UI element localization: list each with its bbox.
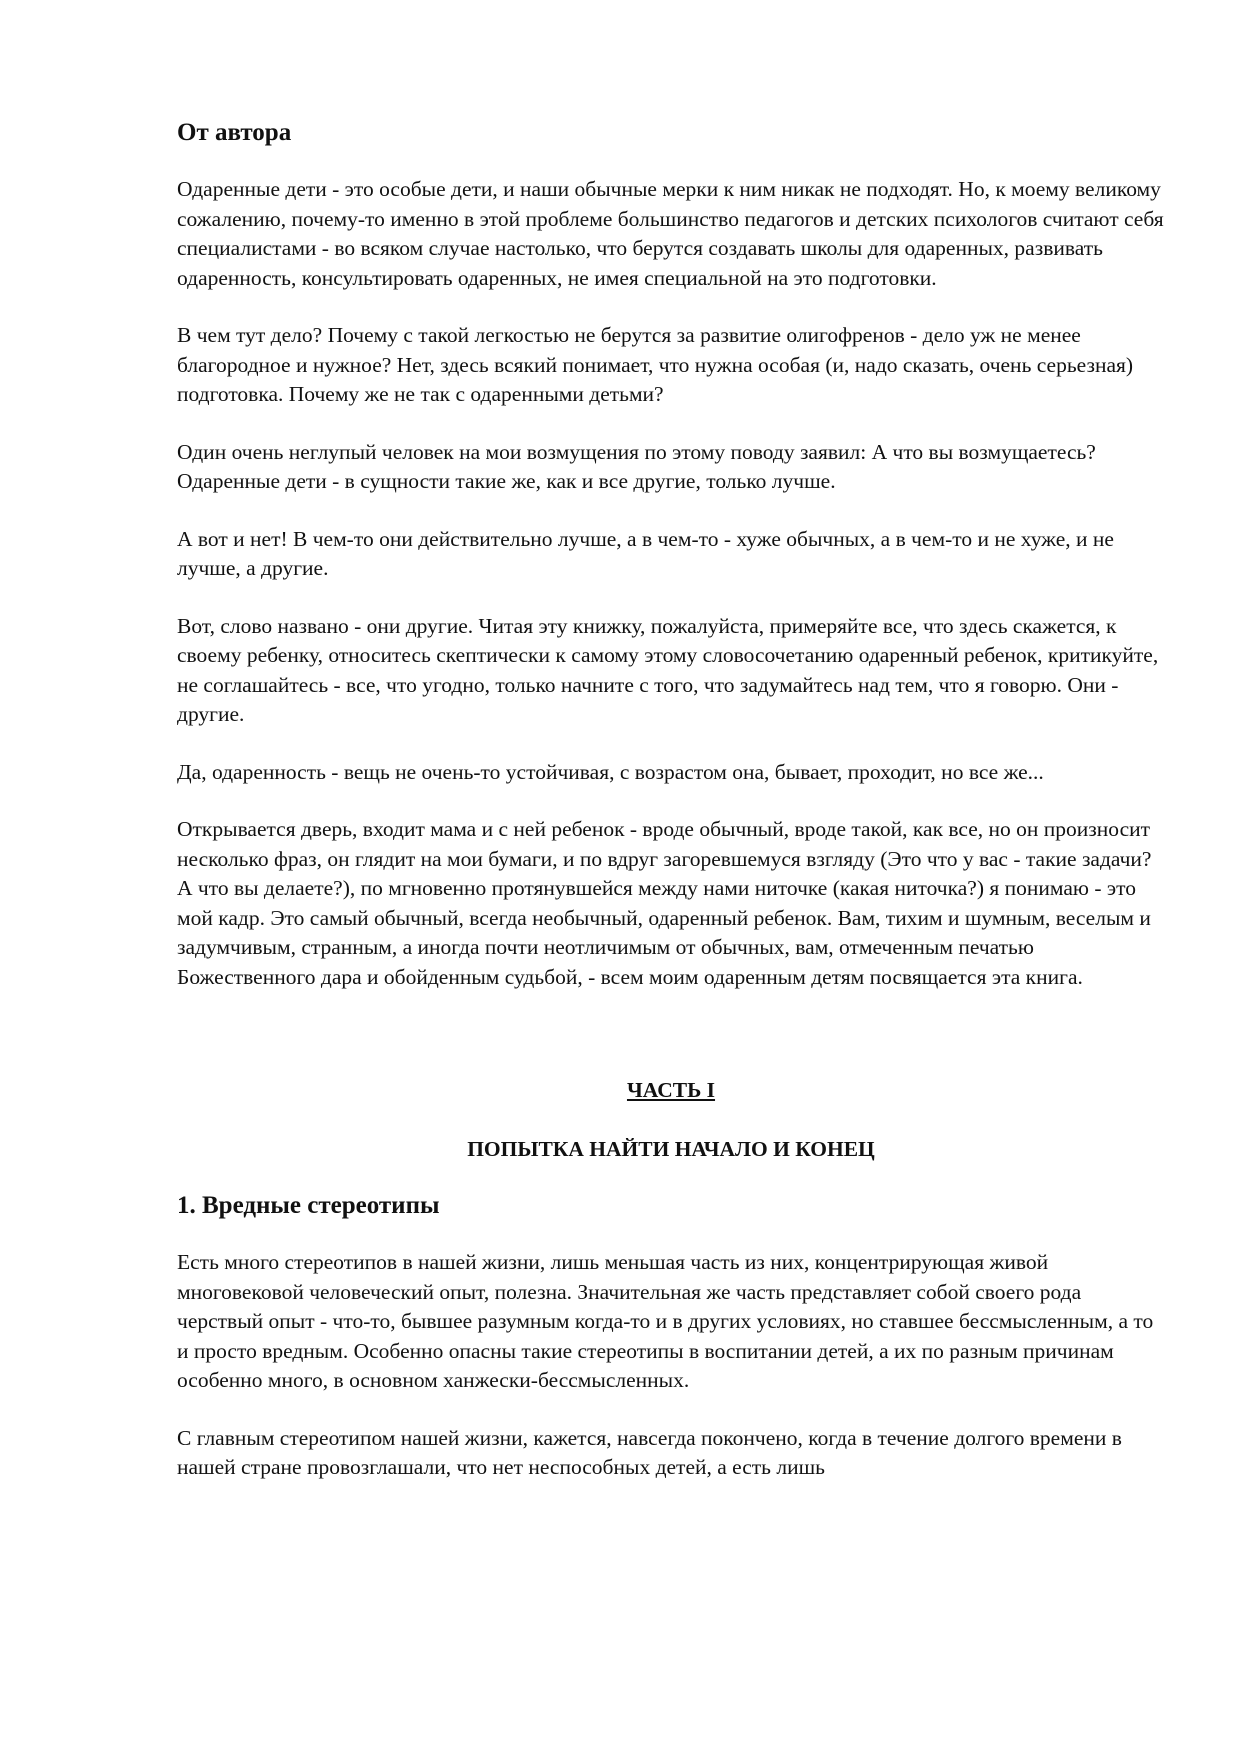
document-page (177, 118, 1165, 1483)
author-note-paragraph: Да, одаренность - вещь не очень-то устойчивая, с возрастом она, бывает, проходит, но все же... (177, 759, 1044, 784)
chapter-title: 1. Вредные стереотипы (177, 1192, 440, 1219)
author-note-paragraph: Один очень неглупый человек на мои возмущения по этому поводу заявил: А что вы возмущаетесь? Одаренные дети - в сущности такие же, как и все другие, только лучше. (177, 439, 1096, 493)
author-note-paragraph: Вот, слово названо - они другие. Читая эту книжку, пожалуйста, примеряйте все, что здесь скажется, к своему ребенку, относитесь скептически к самому этому словосочетанию одаренный ребенок, критикуйте, не соглашайтесь - все, что угодно, только начните с того, что задумайтесь над тем, что я говорю. Они - другие. (177, 613, 1159, 726)
part-label: ЧАСТЬ I (626, 1078, 716, 1102)
author-note-paragraph: Одаренные дети - это особые дети, и наши обычные мерки к ним никак не подходят. Но, к моему великому сожалению, почему-то именно в этой проблеме большинство педагогов и детских психологов считают себя специалистами - во всяком случае настолько, что берутся создавать школы для одаренных, развивать одаренность, консультировать одаренных, не имея специальной на это подготовки. (177, 177, 1164, 290)
author-note-paragraph: А вот и нет! В чем-то они действительно лучше, а в чем-то - хуже обычных, а в чем-то и не хуже, и не лучше, а другие. (177, 526, 1114, 580)
chapter-paragraph: С главным стереотипом нашей жизни, кажется, навсегда покончено, когда в течение долгого времени в нашей стране провозглашали, что нет неспособных детей, а есть лишь (177, 1425, 1122, 1479)
author-note-paragraph: В чем тут дело? Почему с такой легкостью не берутся за развитие олигофренов - дело уж не менее благородное и нужное? Нет, здесь всякий понимает, что нужна особая (и, надо сказать, очень серьезная) подготовка. Почему же не так с одаренными детьми? (177, 323, 1134, 406)
chapter-paragraph: Есть много стереотипов в нашей жизни, лишь меньшая часть из них, концентрирующая живой многовековой человеческий опыт, полезна. Значительная же часть представляет собой своего рода черствый опыт - что-то, бывшее разумным когда-то и в других условиях, но ставшее бессмысленным, а то и просто вредным. Особенно опасны такие стереотипы в воспитании детей, а их по разным причинам особенно много, в основном ханжески-бессмысленных. (177, 1250, 1154, 1392)
author-note-title: От автора (177, 119, 292, 146)
part-title: ПОПЫТКА НАЙТИ НАЧАЛО И КОНЕЦ (467, 1137, 875, 1161)
author-note-paragraph: Открывается дверь, входит мама и с ней ребенок - вроде обычный, вроде такой, как все, но он произносит несколько фраз, он глядит на мои бумаги, и по вдруг загоревшемуся взгляду (Это что у вас - такие задачи? А что вы делаете?), по мгновенно протянувшейся между нами ниточке (какая ниточка?) я понимаю - это мой кадр. Это самый обычный, всегда необычный, одаренный ребенок. Вам, тихим и шумным, веселым и задумчивым, странным, а иногда почти неотличимым от обычных, вам, отмеченным печатью Божественного дара и обойденным судьбой, - всем моим одаренным детям посвящается эта книга. (177, 817, 1152, 989)
part-heading (177, 1076, 1165, 1105)
